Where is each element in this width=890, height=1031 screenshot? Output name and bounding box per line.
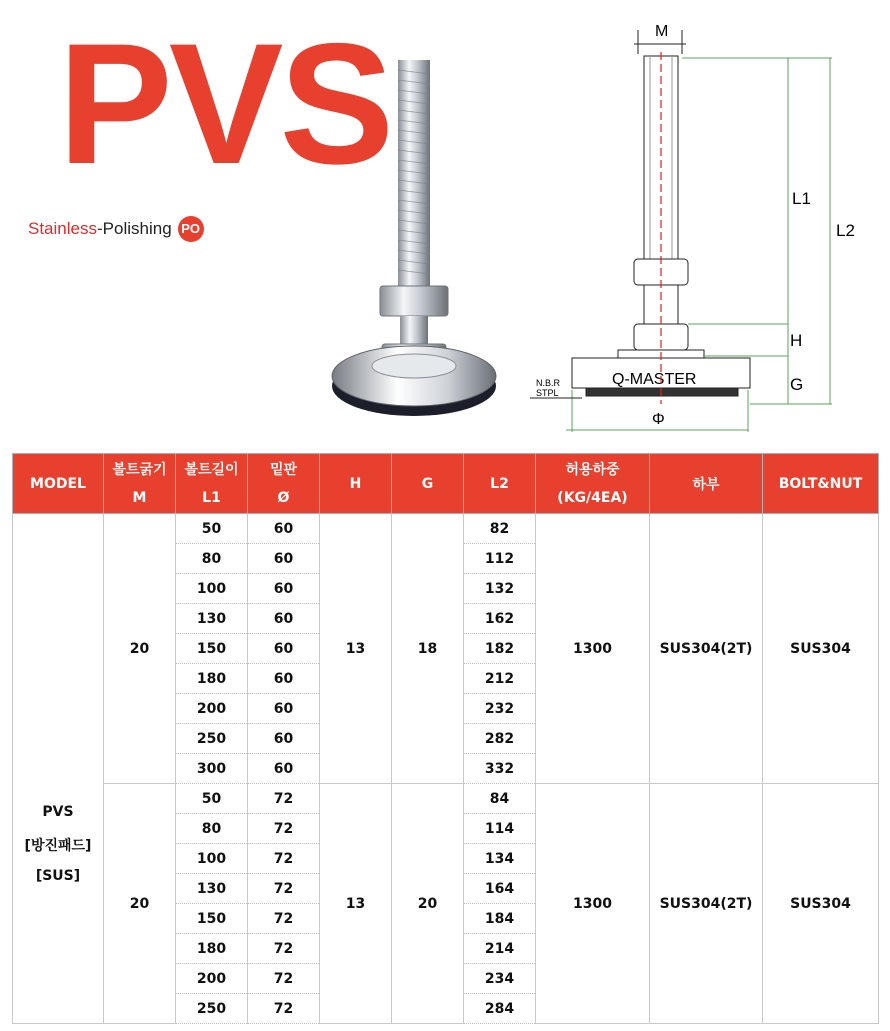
diameter-cell: 60: [248, 634, 320, 664]
l2-cell: 114: [464, 814, 536, 844]
l2-cell: 332: [464, 754, 536, 784]
nbr-label: N.B.R: [536, 378, 561, 388]
bolt-nut-cell: SUS304: [763, 514, 879, 784]
l1-cell: 250: [176, 724, 248, 754]
stpl-label: STPL: [536, 388, 559, 398]
po-badge-icon: PO: [178, 216, 204, 242]
l2-cell: 112: [464, 544, 536, 574]
l1-cell: 80: [176, 814, 248, 844]
col-model: MODEL: [13, 454, 104, 514]
l1-cell: 50: [176, 784, 248, 814]
l2-cell: 184: [464, 904, 536, 934]
g-cell: 18: [392, 514, 464, 784]
g-cell: 20: [392, 784, 464, 1024]
tagline-text: Stainless-Polishing: [28, 219, 172, 238]
spec-table: [12, 453, 879, 1024]
l2-cell: 84: [464, 784, 536, 814]
spec-table-body: [13, 514, 879, 1024]
col-g: G: [392, 454, 464, 514]
diameter-cell: 72: [248, 874, 320, 904]
load-cell: 1300: [536, 784, 650, 1024]
diameter-cell: 60: [248, 754, 320, 784]
l1-cell: 250: [176, 994, 248, 1024]
diameter-cell: 60: [248, 724, 320, 754]
col-l1: 볼트길이 L1: [176, 454, 248, 514]
base-brand-text: Q-MASTER: [612, 371, 697, 388]
dim-l1-label: L1: [792, 189, 811, 208]
h-cell: 13: [320, 784, 392, 1024]
diameter-cell: 72: [248, 844, 320, 874]
l1-cell: 100: [176, 574, 248, 604]
diameter-cell: 72: [248, 784, 320, 814]
brand-logo: PVS: [58, 8, 391, 200]
m-cell: 20: [104, 514, 176, 784]
table-row: [13, 514, 879, 544]
l1-cell: 150: [176, 634, 248, 664]
col-bolt-nut: BOLT&NUT: [763, 454, 879, 514]
l1-cell: 80: [176, 544, 248, 574]
dim-m-label: M: [655, 23, 669, 40]
col-base: 하부: [650, 454, 763, 514]
col-diameter: 밑판 Ø: [248, 454, 320, 514]
diameter-cell: 72: [248, 904, 320, 934]
l1-cell: 130: [176, 874, 248, 904]
product-image: [326, 50, 506, 430]
dim-phi-label: Φ: [652, 411, 665, 428]
base-cell: SUS304(2T): [650, 514, 763, 784]
col-l2: L2: [464, 454, 536, 514]
load-cell: 1300: [536, 514, 650, 784]
l1-cell: 130: [176, 604, 248, 634]
diameter-cell: 60: [248, 544, 320, 574]
diameter-cell: 72: [248, 994, 320, 1024]
l1-cell: 180: [176, 934, 248, 964]
l2-cell: 284: [464, 994, 536, 1024]
h-cell: 13: [320, 514, 392, 784]
dimension-drawing: [526, 12, 876, 432]
l2-cell: 134: [464, 844, 536, 874]
l2-cell: 82: [464, 514, 536, 544]
col-m: 볼트굵기 M: [104, 454, 176, 514]
diameter-cell: 60: [248, 664, 320, 694]
diameter-cell: 60: [248, 514, 320, 544]
dim-g-label: G: [790, 375, 804, 394]
l2-cell: 132: [464, 574, 536, 604]
diameter-cell: 72: [248, 934, 320, 964]
l2-cell: 182: [464, 634, 536, 664]
table-row: [13, 784, 879, 814]
dim-l2-label: L2: [836, 221, 855, 240]
l2-cell: 282: [464, 724, 536, 754]
l1-cell: 100: [176, 844, 248, 874]
diameter-cell: 60: [248, 574, 320, 604]
m-cell: 20: [104, 784, 176, 1024]
l1-cell: 180: [176, 664, 248, 694]
diameter-cell: 60: [248, 604, 320, 634]
l2-cell: 164: [464, 874, 536, 904]
col-load: 허용하중 (KG/4EA): [536, 454, 650, 514]
l1-cell: 50: [176, 514, 248, 544]
l1-cell: 200: [176, 694, 248, 724]
diameter-cell: 72: [248, 964, 320, 994]
l2-cell: 214: [464, 934, 536, 964]
model-cell: PVS [방진패드] [SUS]: [13, 514, 104, 1024]
l2-cell: 234: [464, 964, 536, 994]
diameter-cell: 60: [248, 694, 320, 724]
l2-cell: 212: [464, 664, 536, 694]
brand-tagline: [28, 216, 204, 242]
diameter-cell: 72: [248, 814, 320, 844]
l1-cell: 150: [176, 904, 248, 934]
l1-cell: 300: [176, 754, 248, 784]
base-cell: SUS304(2T): [650, 784, 763, 1024]
col-h: H: [320, 454, 392, 514]
bolt-nut-cell: SUS304: [763, 784, 879, 1024]
l1-cell: 200: [176, 964, 248, 994]
l2-cell: 232: [464, 694, 536, 724]
l2-cell: 162: [464, 604, 536, 634]
dim-h-label: H: [790, 331, 803, 350]
